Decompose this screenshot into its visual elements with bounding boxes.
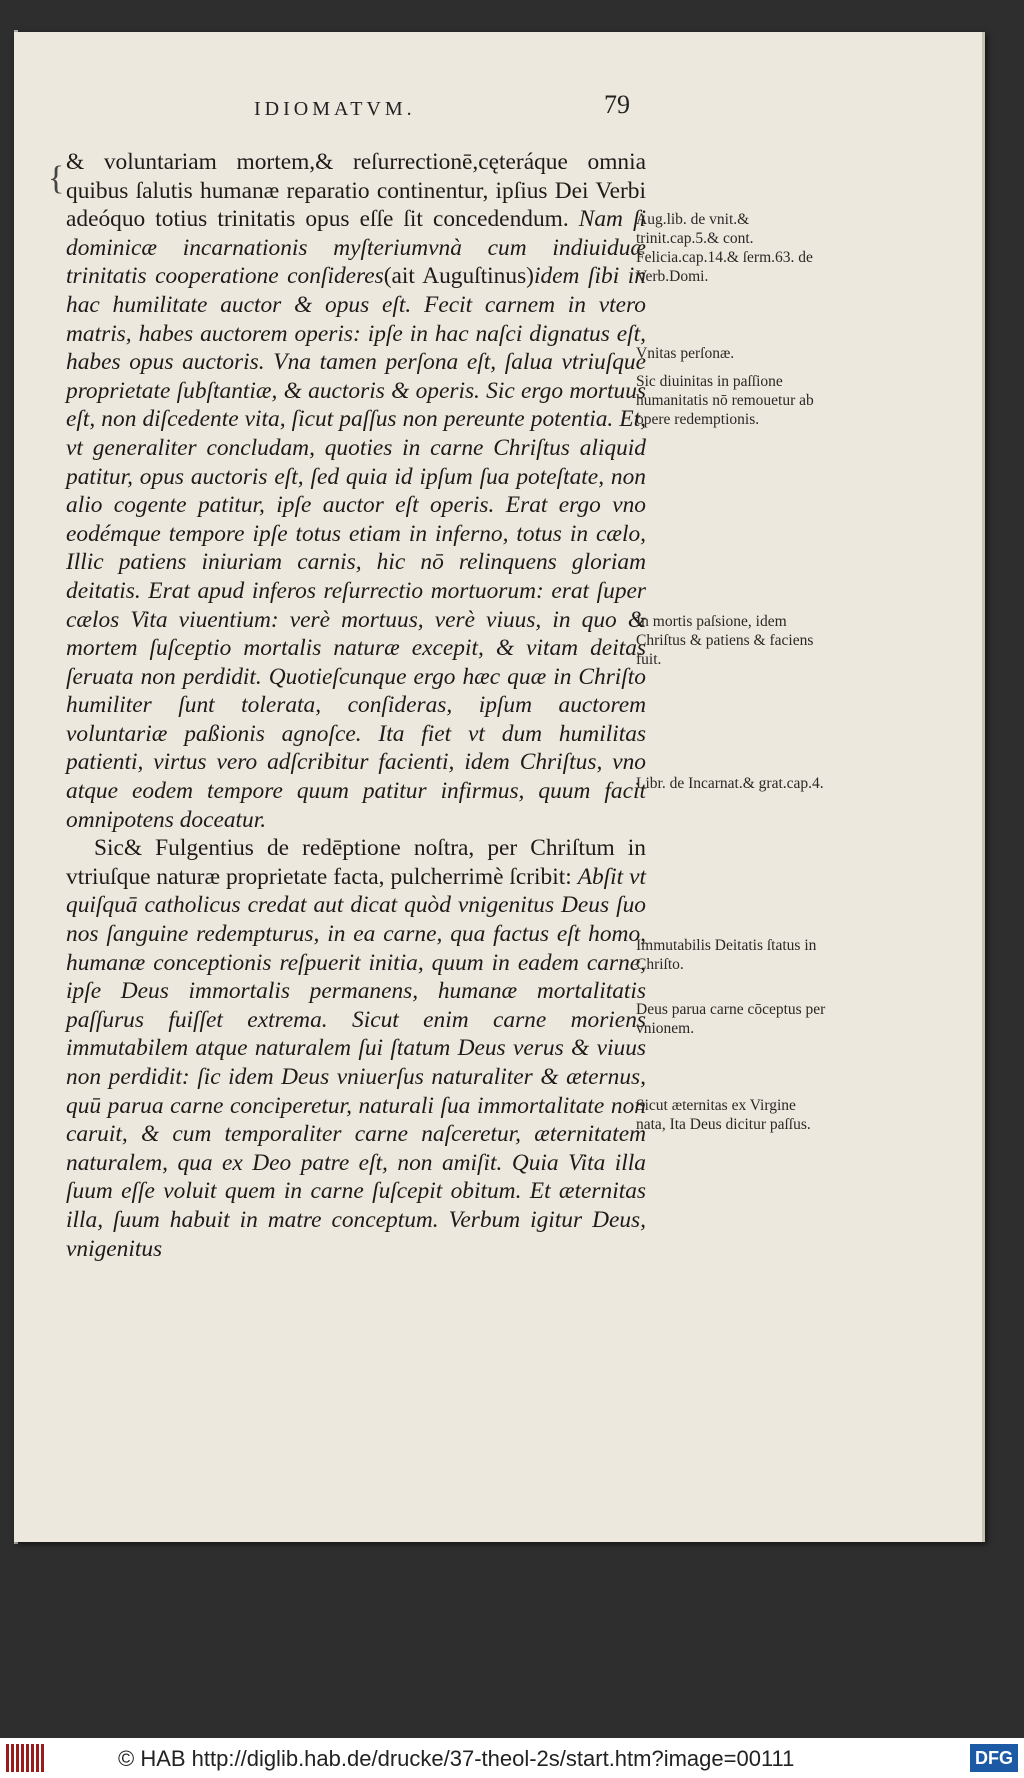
book-page — [14, 32, 985, 1542]
text-segment: Abſit vt quiſquā catholicus credat aut dicat quòd vnigenitus Deus ſuo nos ſanguine redempturus, in ea carne, qua factus eſt homo, humanæ conceptionis reſpuerit initia, quum in eadem carne, ipſe Deus immortalis permanens, humanæ mortalitatis paſſurus fuiſſet extrema. Sicut enim carne moriens immutabilem atque naturalem ſui ſtatum Deus verus & viuus non perdidit: ſic idem Deus vniuerſus naturaliter & æternus, quū parua carne conciperetur, naturali ſua immortalitate non caruit, & cum temporaliter carne naſceretur, æternitatem naturalem, qua ex Deo patre eſt, non amiſit. Quia Vita illa ſuum eſſe voluit quem in carne ſuſcepit obitum. Et æternitas illa, ſuum habuit in matre conceptum. Verbum igitur Deus, vnigenitus — [66, 863, 646, 1262]
running-head: IDIOMATVM. — [254, 98, 416, 120]
margin-note-sic-diuinitas: Sic diuinitas in paſſione humanitatis nō remouetur ab opere redemptionis. — [636, 373, 814, 428]
text-segment: (ait Auguſtinus) — [383, 263, 534, 290]
dfg-logo-icon: DFG — [970, 1744, 1018, 1772]
margin-bracket: { — [48, 160, 65, 197]
page-number: 79 — [604, 90, 630, 119]
marginal-notes — [14, 32, 982, 1542]
margin-note-augustine-ref: Aug.lib. de vnit.& trinit.cap.5.& cont. Felicia.cap.14.& ſerm.63. de Verb.Domi. — [636, 211, 813, 285]
text-segment: Sic& Fulgentius de redēptione noſtra, per Chriſtum in vtriuſque naturæ proprietate facta, pulcherrimè ſcribit: — [66, 835, 646, 890]
margin-note-in-mortis: In mortis paſsione, idem Chriſtus & patiens & faciens fuit. — [636, 613, 814, 668]
hab-barcode-logo-icon — [6, 1744, 46, 1772]
text-segment: Nam ſi dominicæ incarnationis myſteriumvnà cum indiuiduæ trinitatis cooperatione conſideres — [66, 206, 646, 290]
copyright-url[interactable]: © HAB http://diglib.hab.de/drucke/37-theol-2s/start.htm?image=00111 — [118, 1746, 795, 1771]
text-segment: idem ſibi in hac humilitate auctor & opus eſt. Fecit carnem in vtero matris, habes auctorem operis: ipſe in hac naſci dignatus eſt, habes opus auctoris. Vna tamen perſona eſt, ſalua vtriuſque proprietate ſubſtantiæ, & auctoris & operis. Sic ergo mortuus eſt, non diſcedente vita, ſicut paſſus non pereunte potentia. Et, vt generaliter concludam, quoties in carne Chriſtus aliquid patitur, opus auctoris eſt, ſed quia id ipſum ſua poteſtate, non alio cogente patitur, ipſe auctor eſt operis. Erat ergo vno eodémque tempore ipſe totus etiam in inferno, totus in cælo, Illic patiens iniuriam carnis, hic nō relinquens gloriam deitatis. Erat apud inferos reſurrectio mortuorum: erat ſuper cælos Vita viuentium: verè mortuus, verè viuus, in quo & mortem ſuſceptio mortalis naturæ excepit, & vitam deitas ſeruata non perdidit. Quotieſcunque ergo hæc quæ in Chriſto humiliter ſunt tolerata, conſideras, ipſum auctorem voluntariæ paßionis agnoſce. Ita fiet vt dum humilitas patienti, virtus vero adſcribitur facienti, idem Chriſtus, vno atque eodem tempore quum patitur infirmus, quum facit omnipotens doceatur. — [66, 263, 646, 833]
margin-note-fulgentius-ref: Libr. de Incarnat.& grat.cap.4. — [636, 775, 824, 792]
margin-note-immutabilis: Immutabilis Deitatis ſtatus in Chriſto. — [636, 937, 817, 973]
margin-note-unitas-personae: Vnitas perſonæ. — [636, 345, 735, 362]
text-segment: & voluntariam mortem,& reſurrectionē,cęteráque omnia quibus ſalutis humanæ reparatio continentur, ipſius Dei Verbi adeóquo totius trinitatis opus eſſe ſit concedendum. — [66, 149, 646, 233]
margin-note-deus-parua: Deus parua carne cōceptus per vnionem. — [636, 1001, 826, 1037]
footer-bar — [0, 1738, 1024, 1778]
margin-note-sicut-aeternitas: Sicut æternitas ex Virgine nata, Ita Deus dicitur paſſus. — [636, 1097, 811, 1133]
